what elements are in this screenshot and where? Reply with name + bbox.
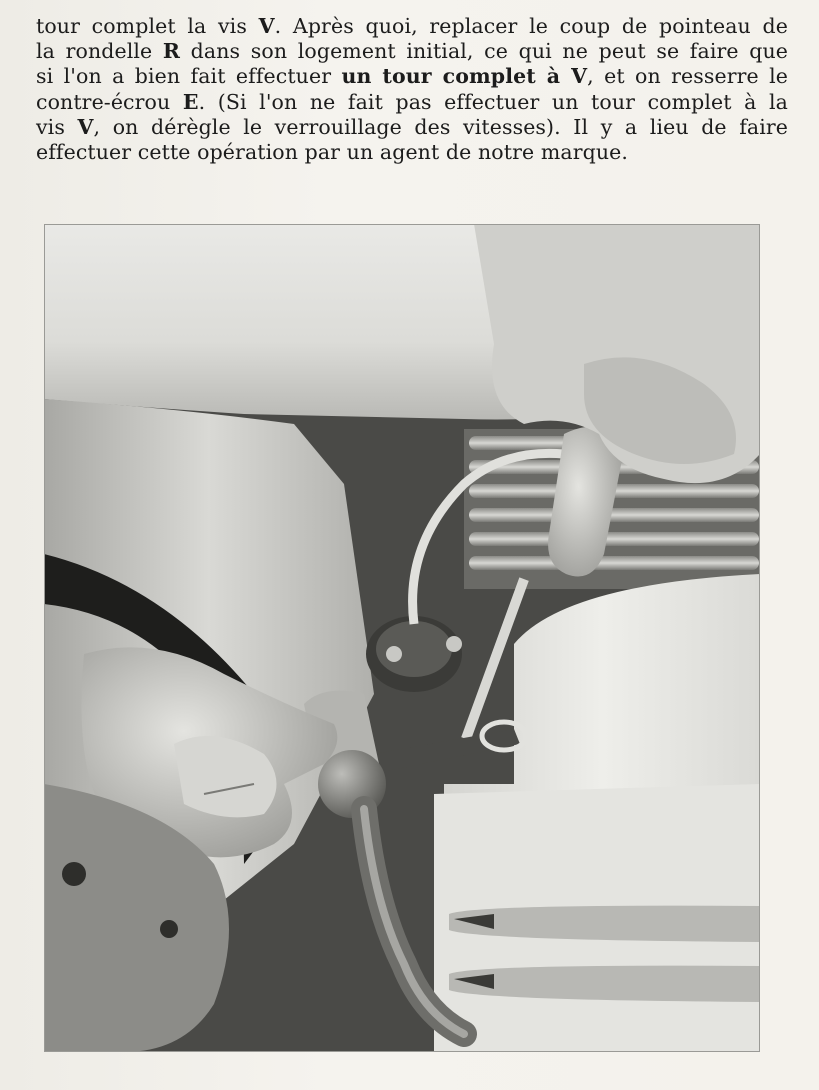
- text-run: , et on resserre le: [587, 64, 788, 89]
- text-line-6: effectuer cette opération par un agent de notre marque.: [36, 140, 628, 165]
- bold-ref-e: E: [182, 89, 199, 114]
- text-line-5: [36, 115, 788, 140]
- text-run: si l'on a bien fait effectuer: [36, 64, 342, 89]
- text-line-2: [36, 39, 788, 64]
- text-run: , on dérègle le verrouillage des vitesses). Il y a lieu de faire: [93, 114, 789, 139]
- text-run: . Après quoi, replacer le coup de pointeau de: [274, 14, 788, 38]
- text-run: . (Si l'on ne fait pas effectuer un tour complet à la: [198, 89, 788, 114]
- bold-emphasis: un tour complet à V: [341, 64, 588, 89]
- text-line-1: [36, 14, 788, 39]
- text-run: vis: [36, 114, 78, 139]
- text-line-4: [36, 90, 788, 115]
- bold-ref-r: R: [162, 39, 181, 64]
- text-run: contre-écrou: [36, 89, 183, 114]
- text-run: dans son logement initial, ce qui ne peut se faire que: [180, 39, 788, 64]
- text-run: tour complet la vis: [36, 14, 259, 38]
- engine-adjustment-photo: [44, 224, 760, 1052]
- bold-ref-v: V: [77, 114, 94, 139]
- bold-ref-v: V: [258, 14, 275, 38]
- body-paragraph: [36, 14, 788, 165]
- photo-engine-adjustment-icon: [44, 224, 760, 1052]
- text-line-3: [36, 64, 788, 89]
- text-run: la rondelle: [36, 39, 163, 64]
